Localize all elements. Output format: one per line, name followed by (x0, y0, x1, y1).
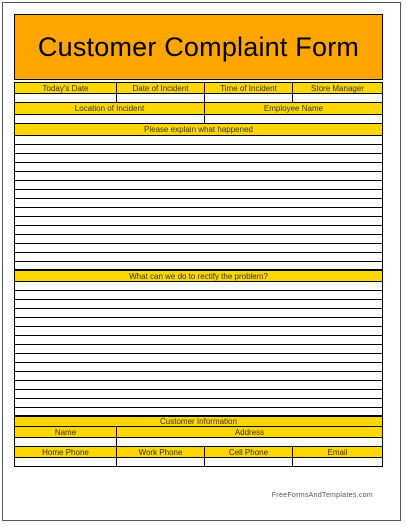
field-home-phone[interactable] (15, 458, 117, 466)
label-cell-phone: Cell Phone (205, 447, 293, 457)
text-line[interactable] (15, 381, 382, 390)
field-address[interactable] (117, 438, 382, 446)
text-line[interactable] (15, 145, 382, 154)
text-line[interactable] (15, 199, 382, 208)
label-store-manager: Store Manager (311, 83, 364, 93)
header-row-fields[interactable] (14, 94, 383, 103)
text-line[interactable] (15, 363, 382, 372)
text-line[interactable] (15, 327, 382, 336)
text-line[interactable] (15, 318, 382, 327)
location-row (14, 103, 383, 115)
text-line[interactable] (15, 291, 382, 300)
text-line[interactable] (15, 172, 382, 181)
label-employee-name: Employee Name (263, 104, 324, 113)
text-line[interactable] (15, 399, 382, 408)
text-line[interactable] (15, 408, 382, 416)
label-home-phone: Home Phone (15, 447, 117, 457)
label-date-of-incident: Date of Incident (117, 83, 205, 93)
label-time-of-incident: Time of Incident (205, 83, 293, 93)
label-address: Address (234, 427, 265, 437)
text-line[interactable] (15, 235, 382, 244)
text-line[interactable] (15, 309, 382, 318)
text-line[interactable] (15, 244, 382, 253)
field-date-of-incident[interactable] (117, 94, 205, 102)
section-explain-header (14, 124, 383, 136)
rectify-lines[interactable] (14, 282, 383, 416)
field-email[interactable] (293, 458, 382, 466)
section-customer-header (14, 416, 383, 427)
field-name[interactable] (15, 438, 117, 446)
footer-credit: FreeFormsAndTemplates.com (271, 492, 373, 499)
text-line[interactable] (15, 190, 382, 199)
text-line[interactable] (15, 208, 382, 217)
field-todays-date[interactable] (15, 94, 117, 102)
customer-row2 (14, 447, 383, 458)
location-row-fields[interactable] (14, 115, 383, 124)
text-line[interactable] (15, 253, 382, 262)
text-line[interactable] (15, 181, 382, 190)
text-line[interactable] (15, 345, 382, 354)
label-work-phone: Work Phone (117, 447, 205, 457)
field-cell-phone[interactable] (205, 458, 293, 466)
label-name: Name (15, 427, 117, 437)
field-time-of-incident[interactable] (205, 94, 293, 102)
text-line[interactable] (15, 300, 382, 309)
field-store-manager[interactable] (293, 94, 382, 102)
text-line[interactable] (15, 226, 382, 235)
section-customer-label: Customer Information (160, 417, 237, 426)
customer-row2-fields[interactable] (14, 458, 383, 467)
section-rectify-label: What can we do to rectify the problem? (129, 271, 268, 281)
form-title: Customer Complaint Form (14, 14, 383, 80)
text-line[interactable] (15, 336, 382, 345)
label-email: Email (327, 447, 348, 457)
label-location: Location of Incident (15, 103, 205, 114)
text-line[interactable] (15, 262, 382, 270)
text-line[interactable] (15, 354, 382, 363)
text-line[interactable] (15, 372, 382, 381)
text-line[interactable] (15, 282, 382, 291)
section-explain-label: Please explain what happened (144, 125, 253, 134)
customer-row1-fields[interactable] (14, 438, 383, 447)
customer-row1 (14, 427, 383, 438)
field-location[interactable] (15, 115, 205, 123)
text-line[interactable] (15, 163, 382, 172)
explain-lines[interactable] (14, 136, 383, 270)
section-rectify-header (14, 270, 383, 282)
text-line[interactable] (15, 390, 382, 399)
field-work-phone[interactable] (117, 458, 205, 466)
text-line[interactable] (15, 136, 382, 145)
label-todays-date: Today's Date (15, 83, 117, 93)
header-row (14, 82, 383, 94)
text-line[interactable] (15, 217, 382, 226)
field-employee-name[interactable] (205, 115, 382, 123)
text-line[interactable] (15, 154, 382, 163)
